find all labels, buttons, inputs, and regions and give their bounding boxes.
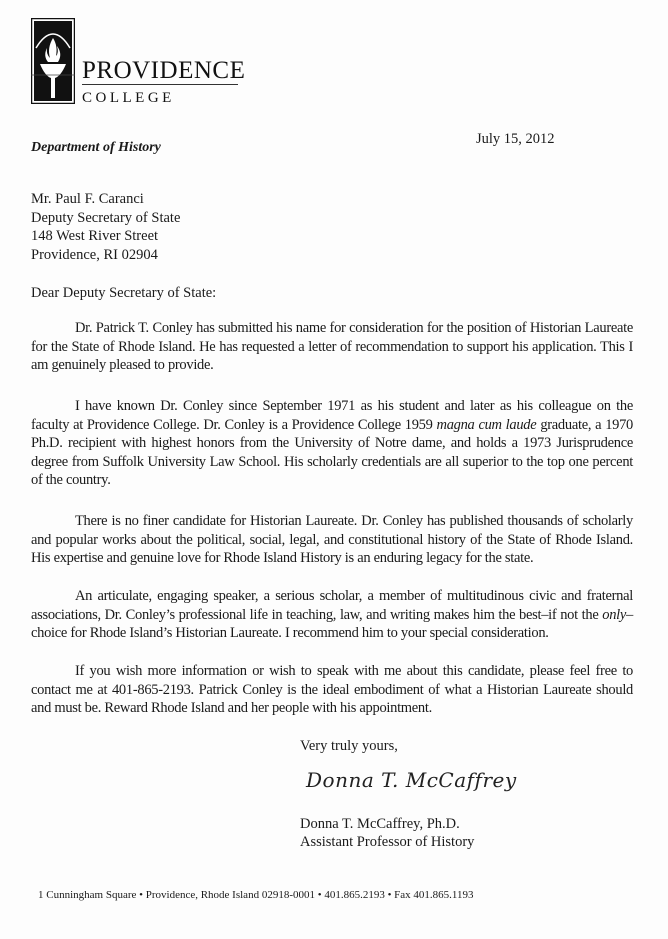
recipient-address [31, 190, 180, 264]
signer-block [300, 815, 474, 851]
emphasis-text: only [602, 606, 627, 623]
text-run: –choice for Rhode Island’s Historian Laureate. I recommend him to your special consideration. [31, 606, 633, 641]
letterhead-footer: 1 Cunningham Square • Providence, Rhode Island 02918-0001 • 401.865.2193 • Fax 401.865.1193 [38, 889, 474, 901]
institution-name: PROVIDENCE [82, 57, 246, 84]
torch-flame-arch-icon [31, 18, 75, 104]
text-run: graduate, a 1970 Ph.D. recipient with highest honors from the University of Notre dame, and holds a 1973 Jurisprudence degree from Suffolk University Law School. His scholarly credentials are all superior to the top one percent of the country. [31, 416, 633, 488]
signer-name: Donna T. McCaffrey, Ph.D. [300, 816, 460, 832]
body-paragraph-4 [31, 587, 633, 643]
letter-date: July 15, 2012 [476, 131, 555, 147]
college-wordmark [82, 57, 246, 107]
address-line: Providence, RI 02904 [31, 246, 158, 263]
salutation: Dear Deputy Secretary of State: [31, 285, 217, 301]
address-line: 148 West River Street [31, 228, 159, 244]
body-paragraph-3: There is no finer candidate for Historian Laureate. Dr. Conley has published thousands of scholarly and popular works about the political, social, legal, and constitutional history of the State of Rhode Island. His expertise and genuine love for Rhode Island History is an enduring legacy for the state. [31, 513, 633, 566]
body-paragraph-5: If you wish more information or wish to speak with me about this candidate, please feel free to contact me at 401-865-2193. Patrick Conley is the ideal embodiment of what a Historian Laureate should and must be. Reward Rhode Island and her people with his appointment. [31, 663, 633, 716]
handwritten-signature: Donna T. McCaffrey [306, 768, 517, 792]
address-line: Deputy Secretary of State [31, 209, 181, 226]
body-paragraph-1: Dr. Patrick T. Conley has submitted his name for consideration for the position of Historian Laureate for the State of Rhode Island. He has requested a letter of recommendation to support his application. This I am genuinely pleased to provide. [31, 320, 633, 373]
closing: Very truly yours, [300, 738, 398, 754]
emphasis-text: magna cum laude [436, 416, 537, 433]
signer-title: Assistant Professor of History [300, 834, 475, 850]
institution-sub: COLLEGE [82, 90, 175, 106]
body-paragraph-2 [31, 397, 633, 490]
department-name: Department of History [31, 140, 161, 155]
address-line: Mr. Paul F. Caranci [31, 191, 144, 207]
text-run: An articulate, engaging speaker, a serious scholar, a member of multitudinous civic and fraternal associations, Dr. Conley’s professional life in teaching, law, and writing makes him the best–if not the [31, 588, 633, 623]
text-run: I have known Dr. Conley since September 1971 as his student and later as his colleague on the faculty at Providence College. Dr. Conley is a Providence College 1959 [31, 398, 633, 433]
